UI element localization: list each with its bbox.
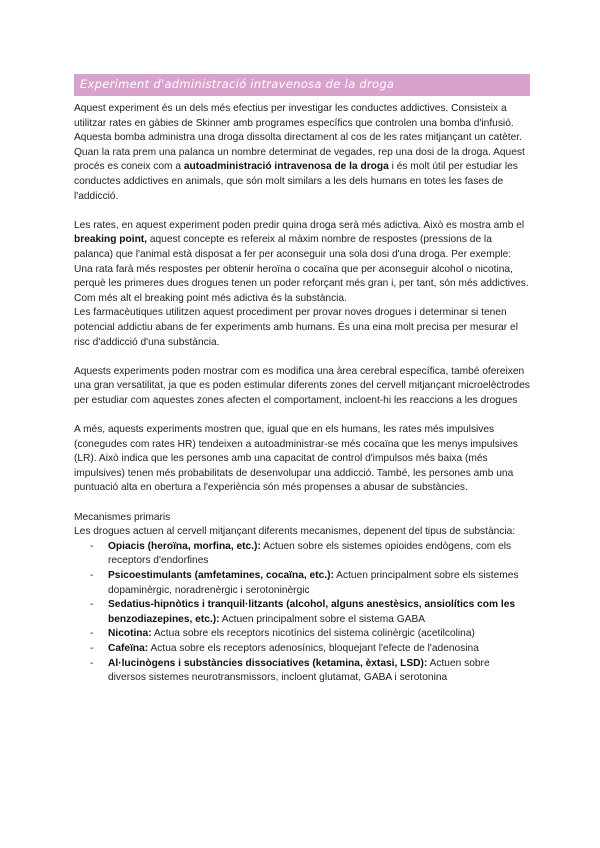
list-dash: - <box>90 570 94 581</box>
list-item-term: Sedatius-hipnòtics i tranquil·litzants (alcohol, alguns anestèsics, ansiolítics com les benzodiazepines, etc.): <box>108 599 516 625</box>
list-item-text: Actuen sobre diversos sistemes neurotransmissors, incloent glutamat, GABA i serotonina <box>108 657 490 684</box>
paragraph-text: i és molt útil per estudiar les conductes addictives en animals, que són molt similars a les dels humans en totes les fases de l'addicció. <box>74 161 518 202</box>
title-bar <box>74 74 530 96</box>
page-title: Experiment d'administració intravenosa de la droga <box>80 77 395 91</box>
paragraph-pharma: Les farmacèutiques utilitzen aquest procediment per provar noves drogues i determinar si tenen potencial addictiu abans de fer experiments amb humans. És una eina molt precisa per mesurar el risc d'addicció d'una substància. <box>74 307 518 348</box>
list-item-term: Cafeïna: <box>108 642 149 654</box>
list-item-text: Actuen principalment sobre els sistemes dopaminèrgic, noradrenèrgic i serotoninèrgic <box>108 570 519 596</box>
list-item <box>74 657 530 686</box>
paragraph-text: Les rates, en aquest experiment poden predir quina droga serà més adictiva. Això es mostra amb el <box>74 219 525 231</box>
document-body <box>74 102 530 686</box>
list-item <box>74 642 530 657</box>
list-item <box>74 598 530 627</box>
list-dash: - <box>90 540 94 552</box>
list-item-term: Psicoestimulants (amfetamines, cocaïna, etc.): <box>108 570 334 581</box>
bold-term: autoadministració intravenosa de la droga <box>183 161 389 173</box>
list-item <box>74 569 530 598</box>
list-item-text: Actuen sobre els sistemes opioides endògens, com els receptors d'endorfines <box>108 540 512 567</box>
list-item-term: Opiacis (heroïna, morfina, etc.): <box>108 540 261 552</box>
paragraph-impulsivity: A més, aquests experiments mostren que, igual que en els humans, les rates més impulsives (conegudes com rates HR) tendeixen a autoadministrar-se més cocaïna que les menys impulsives (LR). Això indica que les persones amb una capacitat de control d'impulsos més baixa (més impulsives) tenen més probabilitats de desenvolupar una addicció. També, les persones amb una puntuació alta en obertura a l'experiència són més propenses a abusar de substàncies. <box>74 424 518 494</box>
paragraph-brain-areas: Aquests experiments poden mostrar com es modifica una àrea cerebral específica, també ofereixen una gran versatilitat, ja que es poden estimular diferents zones del cervell mitjançant microelèctrodes per estudiar com aquestes zones afecten el comportament, incloent-hi les reaccions a les drogues <box>74 365 530 406</box>
bold-term: breaking point, <box>74 234 148 246</box>
list-item <box>74 627 530 642</box>
list-dash: - <box>90 657 94 669</box>
list-item-text: Actua sobre els receptors adenosínics, bloquejant l'efecte de l'adenosina <box>148 642 479 654</box>
paragraph-breaking-point <box>74 219 530 292</box>
list-item-term: Nicotina: <box>108 628 152 640</box>
list-dash: - <box>90 628 94 640</box>
paragraph-intro <box>74 102 530 204</box>
paragraph-text: aquest concepte es refereix al màxim nombre de respostes (pressions de la palanca) que l'animal està disposat a fer per aconseguir una sola dosi d'una droga. Per exemple: Una rata farà més respostes per obtenir heroïna o cocaïna que per aconseguir alcohol o nicotina, perquè les primeres dues drogues tenen un poder reforçant més gran i, per tant, són més addictives. <box>74 234 529 290</box>
section-intro: Les drogues actuen al cervell mitjançant diferents mecanismes, depenent del tipus de substància: <box>74 526 516 538</box>
section-heading: Mecanismes primaris <box>74 511 171 523</box>
paragraph-summary: Com més alt el breaking point més adictiva és la substància. <box>74 292 347 304</box>
list-item-text: Actua sobre els receptors nicotínics del sistema colinèrgic (acetilcolina) <box>151 628 475 640</box>
list-item <box>74 540 530 569</box>
paragraph-text: Aquest experiment és un dels més efectius per investigar les conductes addictives. Consisteix a utilitzar rates en gàbies de Skinner amb programes específics que controlen una bomba d'infusió. Aquesta bomba administra una droga dissolta directament al cos de les rates mitjançant un catèter. Quan la rata prem una palanca un nombre determinat de vegades, rep una dosi de la droga. Aquest procés es coneix com a <box>74 103 525 173</box>
list-item-text: Actuen principalment sobre el sistema GABA <box>219 613 426 625</box>
mechanism-list <box>74 540 530 686</box>
list-dash: - <box>90 642 94 654</box>
list-dash: - <box>90 599 94 611</box>
list-item-term: Al·lucinògens i substàncies dissociatives (ketamina, èxtasi, LSD): <box>108 657 428 669</box>
